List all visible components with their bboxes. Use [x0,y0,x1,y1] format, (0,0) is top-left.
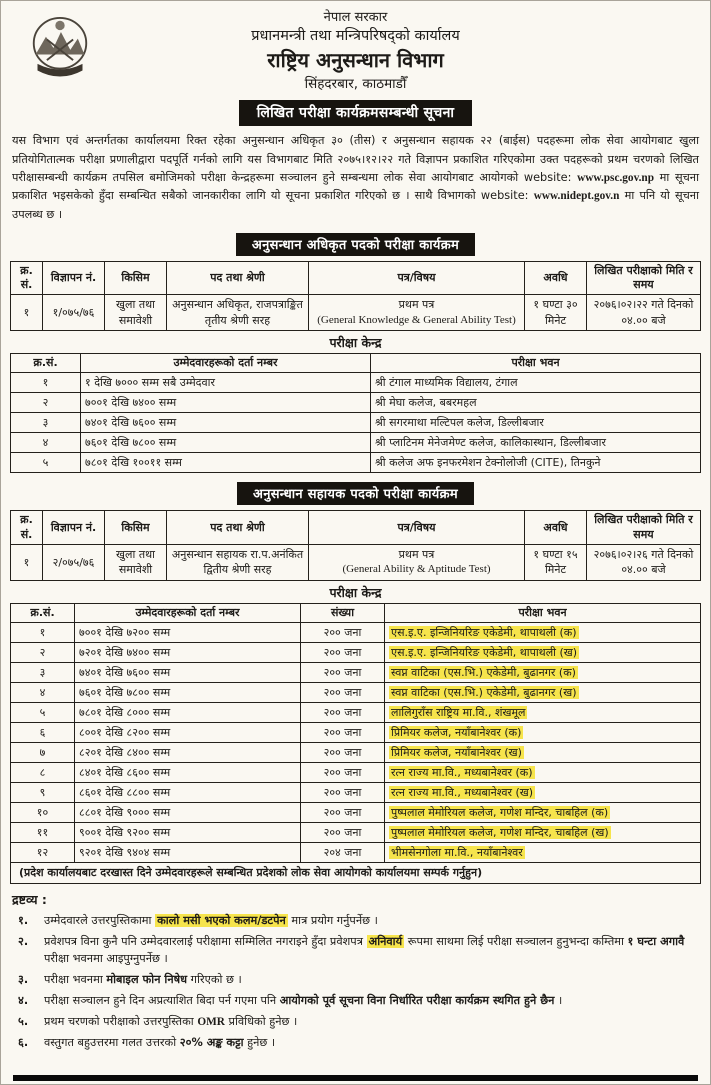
col-advertisement-no: विज्ञापन नं. [43,261,105,295]
col-duration: अवधि [525,511,587,545]
assistant-centers-table [10,603,701,885]
note-segment-emphasis: १ घन्टा अगावै [627,935,685,949]
officer-schedule-row [11,295,701,331]
col-paper-subject: पत्र/विषय [309,511,525,545]
note-text [36,993,699,1010]
cell-serial-no: १ [11,295,43,331]
cell-exam-building [385,643,701,663]
col-advertisement-no: विज्ञापन नं. [43,511,105,545]
exam-building-name: रत्न राज्य मा.वि., मध्यबानेश्वर (क) [391,765,533,779]
col-exam-building: परीक्षा भवन [371,354,701,373]
cell-registration-range: ७४०१ देखि ७६०० सम्म [75,663,301,683]
exam-building-name: एस.इ.ए. इन्जिनियरिङ एकेडेमी, थापाथली (ख) [391,645,578,659]
note-number: ३. [18,973,29,987]
paper-name-nepali: प्रथम पत्र [398,548,435,562]
cell-post-and-class: अनुसन्धान अधिकृत, राजपत्राङ्कित तृतीय श्रेणी सरह [167,295,309,331]
cell-registration-range: ७४०१ देखि ७६०० सम्म [81,413,371,433]
psc-website-url: www.psc.gov.np [577,171,654,184]
cell-registration-range: ८८०१ देखि ९००० सम्म [75,803,301,823]
cell-registration-range: ८६०१ देखि ८८०० सम्म [75,783,301,803]
exam-center-row [11,663,701,683]
note-number: ४. [18,994,29,1008]
cell-count: २०० जना [301,783,385,803]
officer-section-title-bar: अनुसन्धान अधिकृत पदको परीक्षा कार्यक्रम [236,233,475,256]
cell-exam-building [385,843,701,863]
note-segment-emphasis: कालो मसी भएको कलम/डटपेन [157,914,286,928]
exam-center-row [11,843,701,863]
officer-schedule-header-row [11,261,701,295]
exam-center-row [11,703,701,723]
cell-exam-building [385,803,701,823]
cell-serial-no: ७ [11,743,75,763]
intro-text-1: यस विभाग एवं अन्तर्गतका कार्यालयमा रिक्त रहेका अनुसन्धान अधिकृत ३० (तीस) र अनुसन्धान सहायक २२ (बाईस) पदहरूमा लोक सेवा आयोगबाट खुला प्रतियोगितात्मक परीक्षा प्रणालीद्वारा पदपूर्ति गर्नको लागि यस विभागबाट मिति २०७५।१२।२२ गते विज्ञापन प्रकाशित गरिएकोमा उक्त पदहरूको प्रथम चरणको लिखित परीक्षासम्बन्धी कार्यक्रम तपसिल बमोजिमको परीक्षा केन्द्रहरूमा सञ्चालन हुने सम्बन्धमा लोक सेवा आयोगबाट आयोगको website: [12,134,699,184]
officer-centers-table [10,353,701,473]
intro-text-2: मा सूचना प्रकाशित भइसकेको हुँदा सम्बन्धित सबैको जानकारीका लागि यो सूचना प्रकाशित गरिएको छ । साथै विभागको website: [12,170,700,203]
col-post-and-class: पद तथा श्रेणी [167,261,309,295]
cell-serial-no: ९ [11,783,75,803]
note-number: ६. [18,1036,29,1050]
cell-count: २०० जना [301,723,385,743]
cell-count: २०४ जना [301,843,385,863]
cell-serial-no: ३ [11,413,81,433]
cell-exam-building: श्री प्लाटिनम मेनेजमेण्ट कलेज, कालिकास्थान, डिल्लीबजार [371,433,701,453]
note-segment: हुनेछ । [243,1036,276,1050]
intro-text-3: मा पनि यो सूचना उपलब्ध छ । [12,189,699,221]
cell-serial-no: ६ [11,723,75,743]
province-note: (प्रदेश कार्यालयबाट दरखास्त दिने उम्मेदवारहरूले सम्बन्धित प्रदेशको लोक सेवा आयोगको कार्यालयमा सम्पर्क गर्नुहुन) [11,863,701,884]
exam-building-name: लालिगुराँस राष्ट्रिय मा.वि., शंखमूल [391,705,526,719]
cell-serial-no: ४ [11,433,81,453]
cell-serial-no: १२ [11,843,75,863]
cell-registration-range: ७००१ देखि ७४०० सम्म [81,393,371,413]
department-name: राष्ट्रिय अनुसन्धान विभाग [267,48,444,73]
department-website-url: www.nidept.gov.n [533,190,620,203]
exam-center-row [11,413,701,433]
cell-registration-range: १ देखि ७००० सम्म सबै उम्मेदवार [81,373,371,393]
cell-registration-range: ७६०१ देखि ७८०० सम्म [75,683,301,703]
paper-name-english: (General Ability & Aptitude Test) [342,563,491,576]
note-text [36,913,699,930]
cell-advertisement-no: २/०७५/७६ [43,545,105,581]
note-item [12,972,699,989]
cell-exam-building [385,623,701,643]
assistant-schedule-table [10,510,701,580]
cell-exam-building [385,763,701,783]
note-segment: प्रवेशपत्र विना कुनै पनि उम्मेदवारलाई परीक्षामा सम्मिलित नगराइने हुँदा प्रवेशपत्र [44,935,367,949]
cell-exam-building: श्री मेघा कलेज, बबरमहल [371,393,701,413]
note-segment: मात्र प्रयोग गर्नुपर्नेछ । [287,914,378,928]
col-serial-no: क्र. सं. [11,261,43,295]
note-text [36,1014,699,1031]
cell-count: २०० जना [301,703,385,723]
cell-count: २०० जना [301,803,385,823]
col-registration-range: उम्मेदवारहरूको दर्ता नम्बर [81,354,371,373]
cell-exam-building [385,683,701,703]
cell-exam-date-time: २०७६।०२।२६ गते दिनको ०४.०० बजे [587,545,701,581]
cell-exam-building [385,823,701,843]
note-segment-emphasis: मोबाइल फोन निषेध [106,973,188,987]
cell-registration-range: ९००१ देखि ९२०० सम्म [75,823,301,843]
cell-exam-date-time: २०७६।०२।२२ गते दिनको ०४.०० बजे [587,295,701,331]
col-serial-no: क्र.सं. [11,603,75,622]
exam-building-name: प्रिमियर कलेज, नयाँबानेश्वर (ख) [391,745,522,759]
note-segment: परीक्षा भवनमा [44,973,107,987]
note-segment: परीक्षा सञ्चालन हुने दिन अप्रत्याशित बिदा पर्न गएमा पनि [44,994,280,1008]
exam-center-row [11,683,701,703]
note-number: ५. [18,1015,29,1029]
note-segment: परीक्षा भवनमा आइपुग्नुपर्नेछ । [44,952,168,966]
cell-exam-building: श्री टंगाल माध्यमिक विद्यालय, टंगाल [371,373,701,393]
department-address: सिंहदरबार, काठमाडौँ [304,76,407,93]
exam-building-name: स्वप्न वाटिका (एस.भि.) एकेडेमी, बुढानगर (ख) [391,685,577,699]
cell-serial-no: १ [11,373,81,393]
note-segment-emphasis: आयोगको पूर्व सूचना विना निर्धारित परीक्षा कार्यक्रम स्थगित हुने छैन [279,994,555,1008]
government-name: नेपाल सरकार [323,10,388,25]
paper-name-english: (General Knowledge & General Ability Test) [317,313,516,326]
cell-registration-range: ७८०१ देखि १००११ सम्म [81,453,371,473]
col-exam-building: परीक्षा भवन [385,603,701,622]
exam-center-row [11,433,701,453]
cell-registration-range: ७८०१ देखि ८००० सम्म [75,703,301,723]
cell-duration: १ घण्टा ३० मिनेट [525,295,587,331]
exam-center-row [11,803,701,823]
cell-serial-no: ४ [11,683,75,703]
col-type: किसिम [105,511,167,545]
cell-paper-subject [309,545,525,581]
exam-center-row [11,723,701,743]
note-segment: वस्तुगत बहुउत्तरमा गलत उत्तरको [44,1036,180,1050]
cell-serial-no: १० [11,803,75,823]
exam-center-row [11,393,701,413]
note-segment-emphasis: २०% अङ्क कट्टा [179,1036,244,1050]
note-segment: उम्मेदवारले उत्तरपुस्तिकामा [44,914,156,928]
cell-count: २०० जना [301,763,385,783]
cell-serial-no: ८ [11,763,75,783]
cell-type: खुला तथा समावेशी [105,295,167,331]
col-serial-no: क्र. सं. [11,511,43,545]
cell-registration-range: ७६०१ देखि ७८०० सम्म [81,433,371,453]
cell-serial-no: ५ [11,703,75,723]
assistant-section-title-bar: अनुसन्धान सहायक पदको परीक्षा कार्यक्रम [237,482,474,505]
scan-edge-bar [13,1075,698,1081]
exam-building-name: पुष्पलाल मेमोरियल कलेज, गणेश मन्दिर, चाबहिल (क) [391,805,609,819]
cell-serial-no: १ [11,623,75,643]
cell-count: २०० जना [301,683,385,703]
exam-center-row [11,743,701,763]
cell-duration: १ घण्टा १५ मिनेट [525,545,587,581]
col-registration-range: उम्मेदवारहरूको दर्ता नम्बर [75,603,301,622]
note-segment: गरिएको छ । [187,973,242,987]
cell-count: २०० जना [301,823,385,843]
assistant-centers-title: परीक्षा केन्द्र [329,584,382,600]
exam-building-name: प्रिमियर कलेज, नयाँबानेश्वर (क) [391,725,522,739]
notice-title-bar: लिखित परीक्षा कार्यक्रमसम्बन्धी सूचना [239,100,473,126]
cell-paper-subject [309,295,525,331]
cell-serial-no: २ [11,393,81,413]
exam-center-row [11,763,701,783]
cell-count: २०० जना [301,623,385,643]
officer-centers-title: परीक्षा केन्द्र [329,335,382,351]
cell-exam-building [385,743,701,763]
cell-registration-range: ८२०१ देखि ८४०० सम्म [75,743,301,763]
note-segment: । [554,994,563,1008]
note-text [36,934,699,968]
note-segment: प्रथम चरणको परीक्षाको उत्तरपुस्तिका [44,1015,198,1029]
exam-center-row [11,643,701,663]
col-type: किसिम [105,261,167,295]
note-item [12,934,699,968]
cell-registration-range: ८००१ देखि ८२०० सम्म [75,723,301,743]
cell-exam-building [385,703,701,723]
note-item [12,913,699,930]
cell-serial-no: ११ [11,823,75,843]
document-letterhead [10,7,701,93]
officer-schedule-table [10,261,701,331]
col-exam-date-time: लिखित परीक्षाको मिति र समय [587,511,701,545]
cell-serial-no: ३ [11,663,75,683]
cell-exam-building: श्री कलेज अफ इनफरमेशन टेक्नोलोजी (CITE), तिनकुने [371,453,701,473]
note-segment: प्रविधिको हुनेछ । [224,1015,298,1029]
note-segment-emphasis: अनिवार्य [368,935,403,949]
cell-count: २०० जना [301,743,385,763]
province-note-row [11,863,701,884]
exam-building-name: स्वप्न वाटिका (एस.भि.) एकेडेमी, बुढानगर (क) [391,665,576,679]
exam-center-row [11,453,701,473]
exam-center-row [11,623,701,643]
assistant-schedule-row [11,545,701,581]
cell-post-and-class: अनुसन्धान सहायक रा.प.अनंकित द्वितीय श्रेणी सरह [167,545,309,581]
note-segment: रूपमा साथमा लिई परीक्षा सञ्चालन हुनुभन्दा कम्तिमा [404,935,628,949]
note-item [12,1035,699,1052]
cell-registration-range: ८४०१ देखि ८६०० सम्म [75,763,301,783]
cell-registration-range: ९२०१ देखि ९४०४ सम्म [75,843,301,863]
intro-paragraph [12,132,699,223]
cell-serial-no: २ [11,643,75,663]
note-item [12,993,699,1010]
exam-center-row [11,783,701,803]
cell-count: २०० जना [301,643,385,663]
note-text [36,1035,699,1052]
paper-name-nepali: प्रथम पत्र [398,298,435,312]
cell-exam-building [385,663,701,683]
col-paper-subject: पत्र/विषय [309,261,525,295]
note-text [36,972,699,989]
cell-exam-building [385,783,701,803]
officer-centers-header-row [11,354,701,373]
col-post-and-class: पद तथा श्रेणी [167,511,309,545]
cell-exam-building: श्री सगरमाथा मल्टिपल कलेज, डिल्लीबजार [371,413,701,433]
col-serial-no: क्र.सं. [11,354,81,373]
exam-building-name: एस.इ.ए. इन्जिनियरिङ एकेडेमी, थापाथली (क) [391,625,577,639]
cell-count: २०० जना [301,663,385,683]
office-name: प्रधानमन्त्री तथा मन्त्रिपरिषद्को कार्यालय [251,27,460,44]
col-duration: अवधि [525,261,587,295]
note-item [12,1014,699,1031]
cell-serial-no: १ [11,545,43,581]
cell-serial-no: ५ [11,453,81,473]
note-number: १. [18,914,29,928]
note-number: २. [18,935,29,949]
assistant-centers-header-row [11,603,701,622]
nepal-coat-of-arms-icon [30,11,90,83]
exam-building-name: पुष्पलाल मेमोरियल कलेज, गणेश मन्दिर, चाबहिल (ख) [391,825,609,839]
cell-type: खुला तथा समावेशी [105,545,167,581]
exam-center-row [11,823,701,843]
cell-advertisement-no: १/०७५/७६ [43,295,105,331]
col-exam-date-time: लिखित परीक्षाको मिति र समय [587,261,701,295]
cell-registration-range: ७००१ देखि ७२०० सम्म [75,623,301,643]
exam-center-row [11,373,701,393]
notes-section [12,891,699,1052]
col-count: संख्या [301,603,385,622]
note-segment-emphasis: OMR [197,1016,225,1029]
exam-building-name: रत्न राज्य मा.वि., मध्यबानेश्वर (ख) [391,785,534,799]
exam-building-name: भीमसेनगोला मा.वि., नयाँबानेश्वर [391,845,523,859]
assistant-schedule-header-row [11,511,701,545]
notes-title: द्रष्टव्य : [12,892,47,908]
cell-exam-building [385,723,701,743]
cell-registration-range: ७२०१ देखि ७४०० सम्म [75,643,301,663]
